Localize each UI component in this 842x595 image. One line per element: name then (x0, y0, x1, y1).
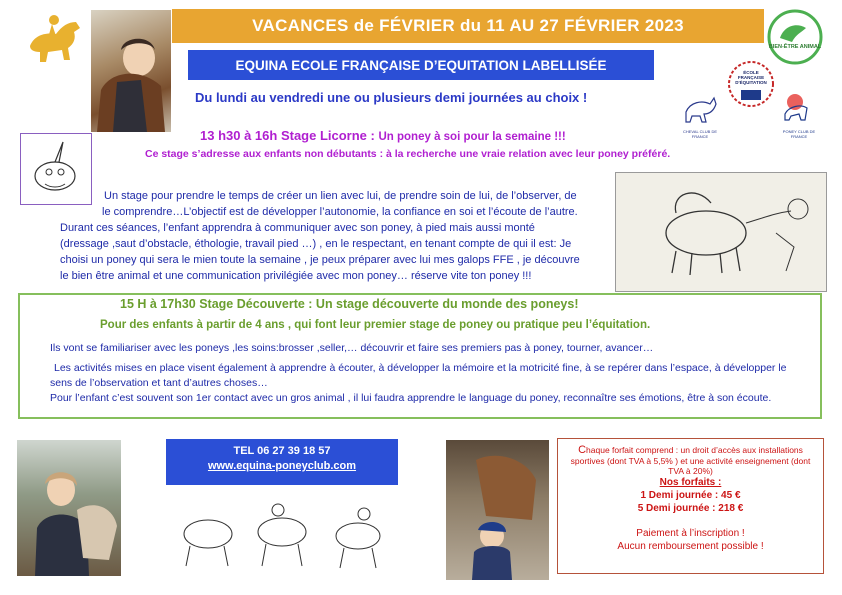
stage-licorne-subtitle: Ce stage s’adresse aux enfants non débutants : à la recherche une vraie relation avec leur poney préféré. (145, 148, 671, 160)
rider-photo (91, 10, 171, 132)
stage-licorne-tagline: Un poney à soi pour la semaine !!! (378, 131, 566, 143)
forfait-intro-text: haque forfait comprend : un droit d’accès aux installations sportives (dont TVA à 5,5% ) et une activité enseignement (dont TVA à 20%) (570, 445, 811, 476)
forfait-refund: Aucun remboursement possible ! (617, 541, 764, 552)
ecole-francaise-logo (727, 60, 775, 132)
stage-licorne-time: 13 h30 à 16h Stage Licorne : (200, 128, 375, 143)
stage-decouverte-title: 15 H à 17h30 Stage Découverte : Un stage découverte du monde des poneys! (120, 297, 579, 311)
licorne-line: Un stage pour prendre le temps de créer un lien avec lui, de prendre soin de lui, de l’observer, de (104, 190, 577, 202)
forfait-intro-initial: C (578, 444, 587, 456)
licorne-line: le comprendre…L’objectif est de développer l’autonomie, la confiance en soi et l’écoute de l’autre. (102, 206, 578, 218)
child-pony-photo (17, 440, 121, 576)
intro-text: Du lundi au vendredi une ou plusieurs demi journées au choix ! (195, 90, 588, 105)
licorne-line: Durant ces séances, l’enfant apprendra à communiquer avec son poney, à pied mais aussi monté (60, 222, 535, 234)
decouverte-paragraph: Pour l’enfant c’est souvent son 1er contact avec un gros animal , il lui faudra apprendre le language du poney, reconnaître ses émotions, être à son écoute. (50, 392, 772, 404)
horse-rider-logo (22, 8, 86, 70)
stage-decouverte-subtitle: Pour des enfants à partir de 4 ans , qui font leur premier stage de poney ou pratique peu l’équitation. (100, 319, 651, 331)
bien-etre-label: BIEN-ÊTRE ANIMAL (768, 44, 822, 50)
licorne-line: (dressage ,saut d’obstacle, éthologie, travail pied …) , en le respectant, en tenant compte de qui il est: Je (60, 238, 572, 250)
phone-number: TEL 06 27 39 18 57 (233, 445, 331, 457)
decouverte-paragraph: sens de l’observation et tant d’autres choses… (50, 377, 268, 389)
contact-box (166, 439, 398, 485)
bien-etre-animal-logo (766, 8, 824, 66)
forfait-payment: Paiement à l’inscription ! (636, 528, 745, 539)
website-link[interactable]: www.equina-poneyclub.com (207, 460, 357, 472)
boy-pony-photo (446, 440, 549, 580)
decouverte-paragraph: Les activités mises en place visent également à apprendre à écouter, à développer la mémoire et la motricité fine, à se repérer dans l’espace, à développer le (54, 362, 787, 374)
stage-decouverte-description (50, 341, 810, 406)
ecole-francaise-label: ÉCOLE FRANÇAISE D'ÉQUITATION (735, 70, 767, 85)
page-title: VACANCES de FÉVRIER du 11 AU 27 FÉVRIER 2023 (172, 9, 764, 43)
forfait-box (557, 438, 824, 574)
forfait-intro (564, 444, 817, 476)
poney-club-label: PONEY CLUB DE FRANCE (782, 129, 816, 139)
forfait-price-1: 1 Demi journée : 45 € (640, 490, 741, 501)
licorne-line: le bien être animal et une communication privilégiée avec mon poney… réserve vite ton poney !!! (60, 270, 532, 282)
forfait-heading: Nos forfaits : (659, 477, 722, 488)
cheval-club-label: CHEVAL CLUB DE FRANCE (682, 129, 717, 139)
stage-licorne-description (60, 188, 605, 284)
pony-sketch (615, 172, 827, 292)
decouverte-paragraph: Ils vont se familiariser avec les poneys ,les soins:brosser ,seller,… découvrir et faire ses premiers pas à poney, tourner, avancer… (50, 342, 654, 354)
three-ponies-sketch (168, 492, 398, 572)
school-banner: EQUINA ECOLE FRANÇAISE D’EQUITATION LABELLISÉE (188, 50, 654, 80)
stage-licorne-title (200, 128, 700, 143)
poney-club-logo (775, 90, 823, 139)
licorne-line: choisi un poney qui sera le mien toute la semaine , je peux préparer avec lui mes galops FFE , je découvre (60, 254, 580, 266)
forfait-price-5: 5 Demi journée : 218 € (637, 503, 744, 514)
